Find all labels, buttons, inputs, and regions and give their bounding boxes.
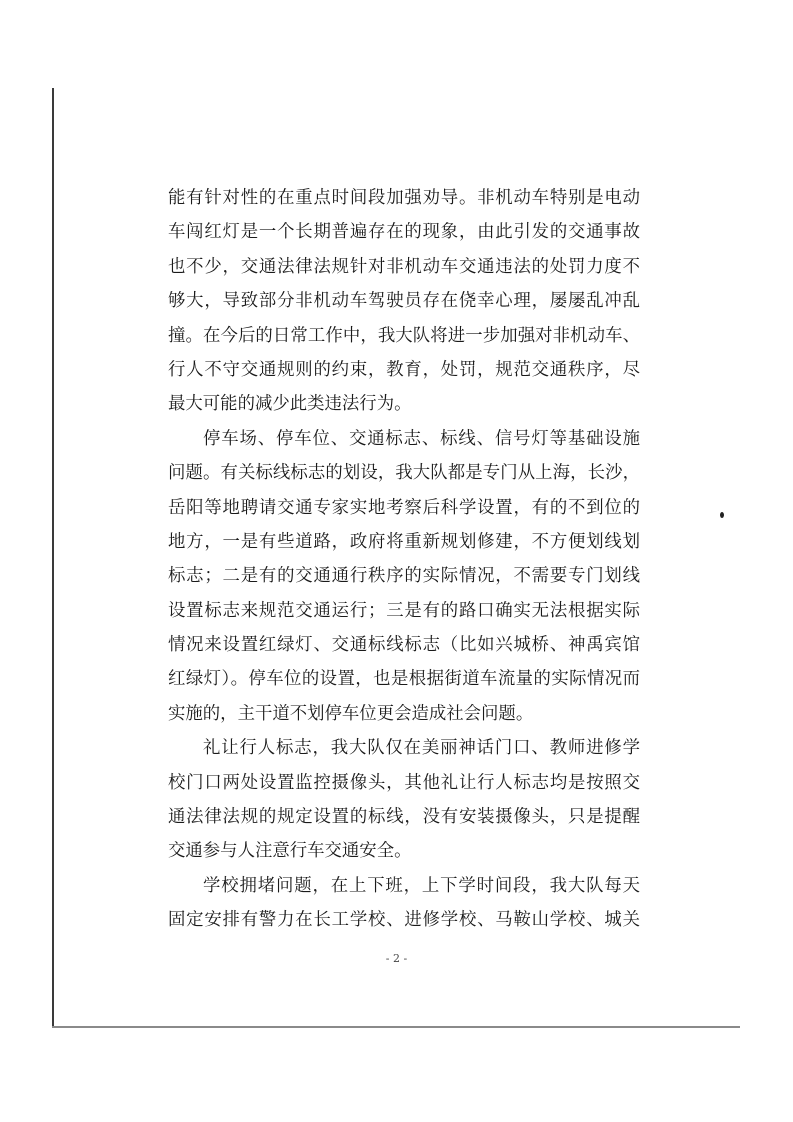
text-line: 设置标志来规范交通运行；三是有的路口确实无法根据实际 <box>168 600 640 621</box>
text-line: 实施的，主干道不划停车位更会造成社会问题。 <box>168 703 534 724</box>
text-line: 撞。在今后的日常工作中，我大队将进一步加强对非机动车、 <box>168 325 640 346</box>
text-line: 停车场、停车位、交通标志、标线、信号灯等基础设施 <box>203 428 640 449</box>
text-line: 红绿灯）。停车位的设置，也是根据街道车流量的实际情况而 <box>168 669 640 690</box>
text-line: 通法律法规的规定设置的标线，没有安装摄像头，只是提醒 <box>168 807 640 828</box>
text-line: 礼让行人标志，我大队仅在美丽神话门口、教师进修学 <box>203 738 640 759</box>
text-line: 最大可能的减少此类违法行为。 <box>168 394 412 415</box>
text-line: 学校拥堵问题，在上下班，上下学时间段，我大队每天 <box>203 875 640 896</box>
text-line: 行人不守交通规则的约束，教育，处罚，规范交通秩序，尽 <box>168 359 640 380</box>
text-line: 车闯红灯是一个长期普遍存在的现象，由此引发的交通事故 <box>168 222 640 243</box>
text-line: 岳阳等地聘请交通专家实地考察后科学设置，有的不到位的 <box>168 497 640 518</box>
text-line: 固定安排有警力在长工学校、进修学校、马鞍山学校、城关 <box>168 910 640 931</box>
scan-edge-bottom <box>52 1026 740 1028</box>
text-line: 也不少，交通法律法规针对非机动车交通违法的处罚力度不 <box>168 256 640 277</box>
scan-edge-left <box>52 88 54 1028</box>
text-line: 校门口两处设置监控摄像头，其他礼让行人标志均是按照交 <box>168 772 640 793</box>
text-line: 地方，一是有些道路，政府将重新规划修建，不方便划线划 <box>168 531 640 552</box>
text-line: 情况来设置红绿灯、交通标线标志（比如兴城桥、神禹宾馆 <box>168 635 640 656</box>
text-line: 能有针对性的在重点时间段加强劝导。非机动车特别是电动 <box>168 188 640 208</box>
scan-speck <box>720 512 724 518</box>
text-line: 标志；二是有的交通通行秩序的实际情况，不需要专门划线 <box>168 566 640 587</box>
page-number: - 2 - <box>385 952 408 965</box>
text-line: 交通参与人注意行车交通安全。 <box>168 841 412 862</box>
document-body <box>168 181 640 938</box>
text-line: 问题。有关标线标志的划设，我大队都是专门从上海，长沙， <box>168 463 640 484</box>
text-line: 够大，导致部分非机动车驾驶员存在侥幸心理，屡屡乱冲乱 <box>168 291 640 312</box>
